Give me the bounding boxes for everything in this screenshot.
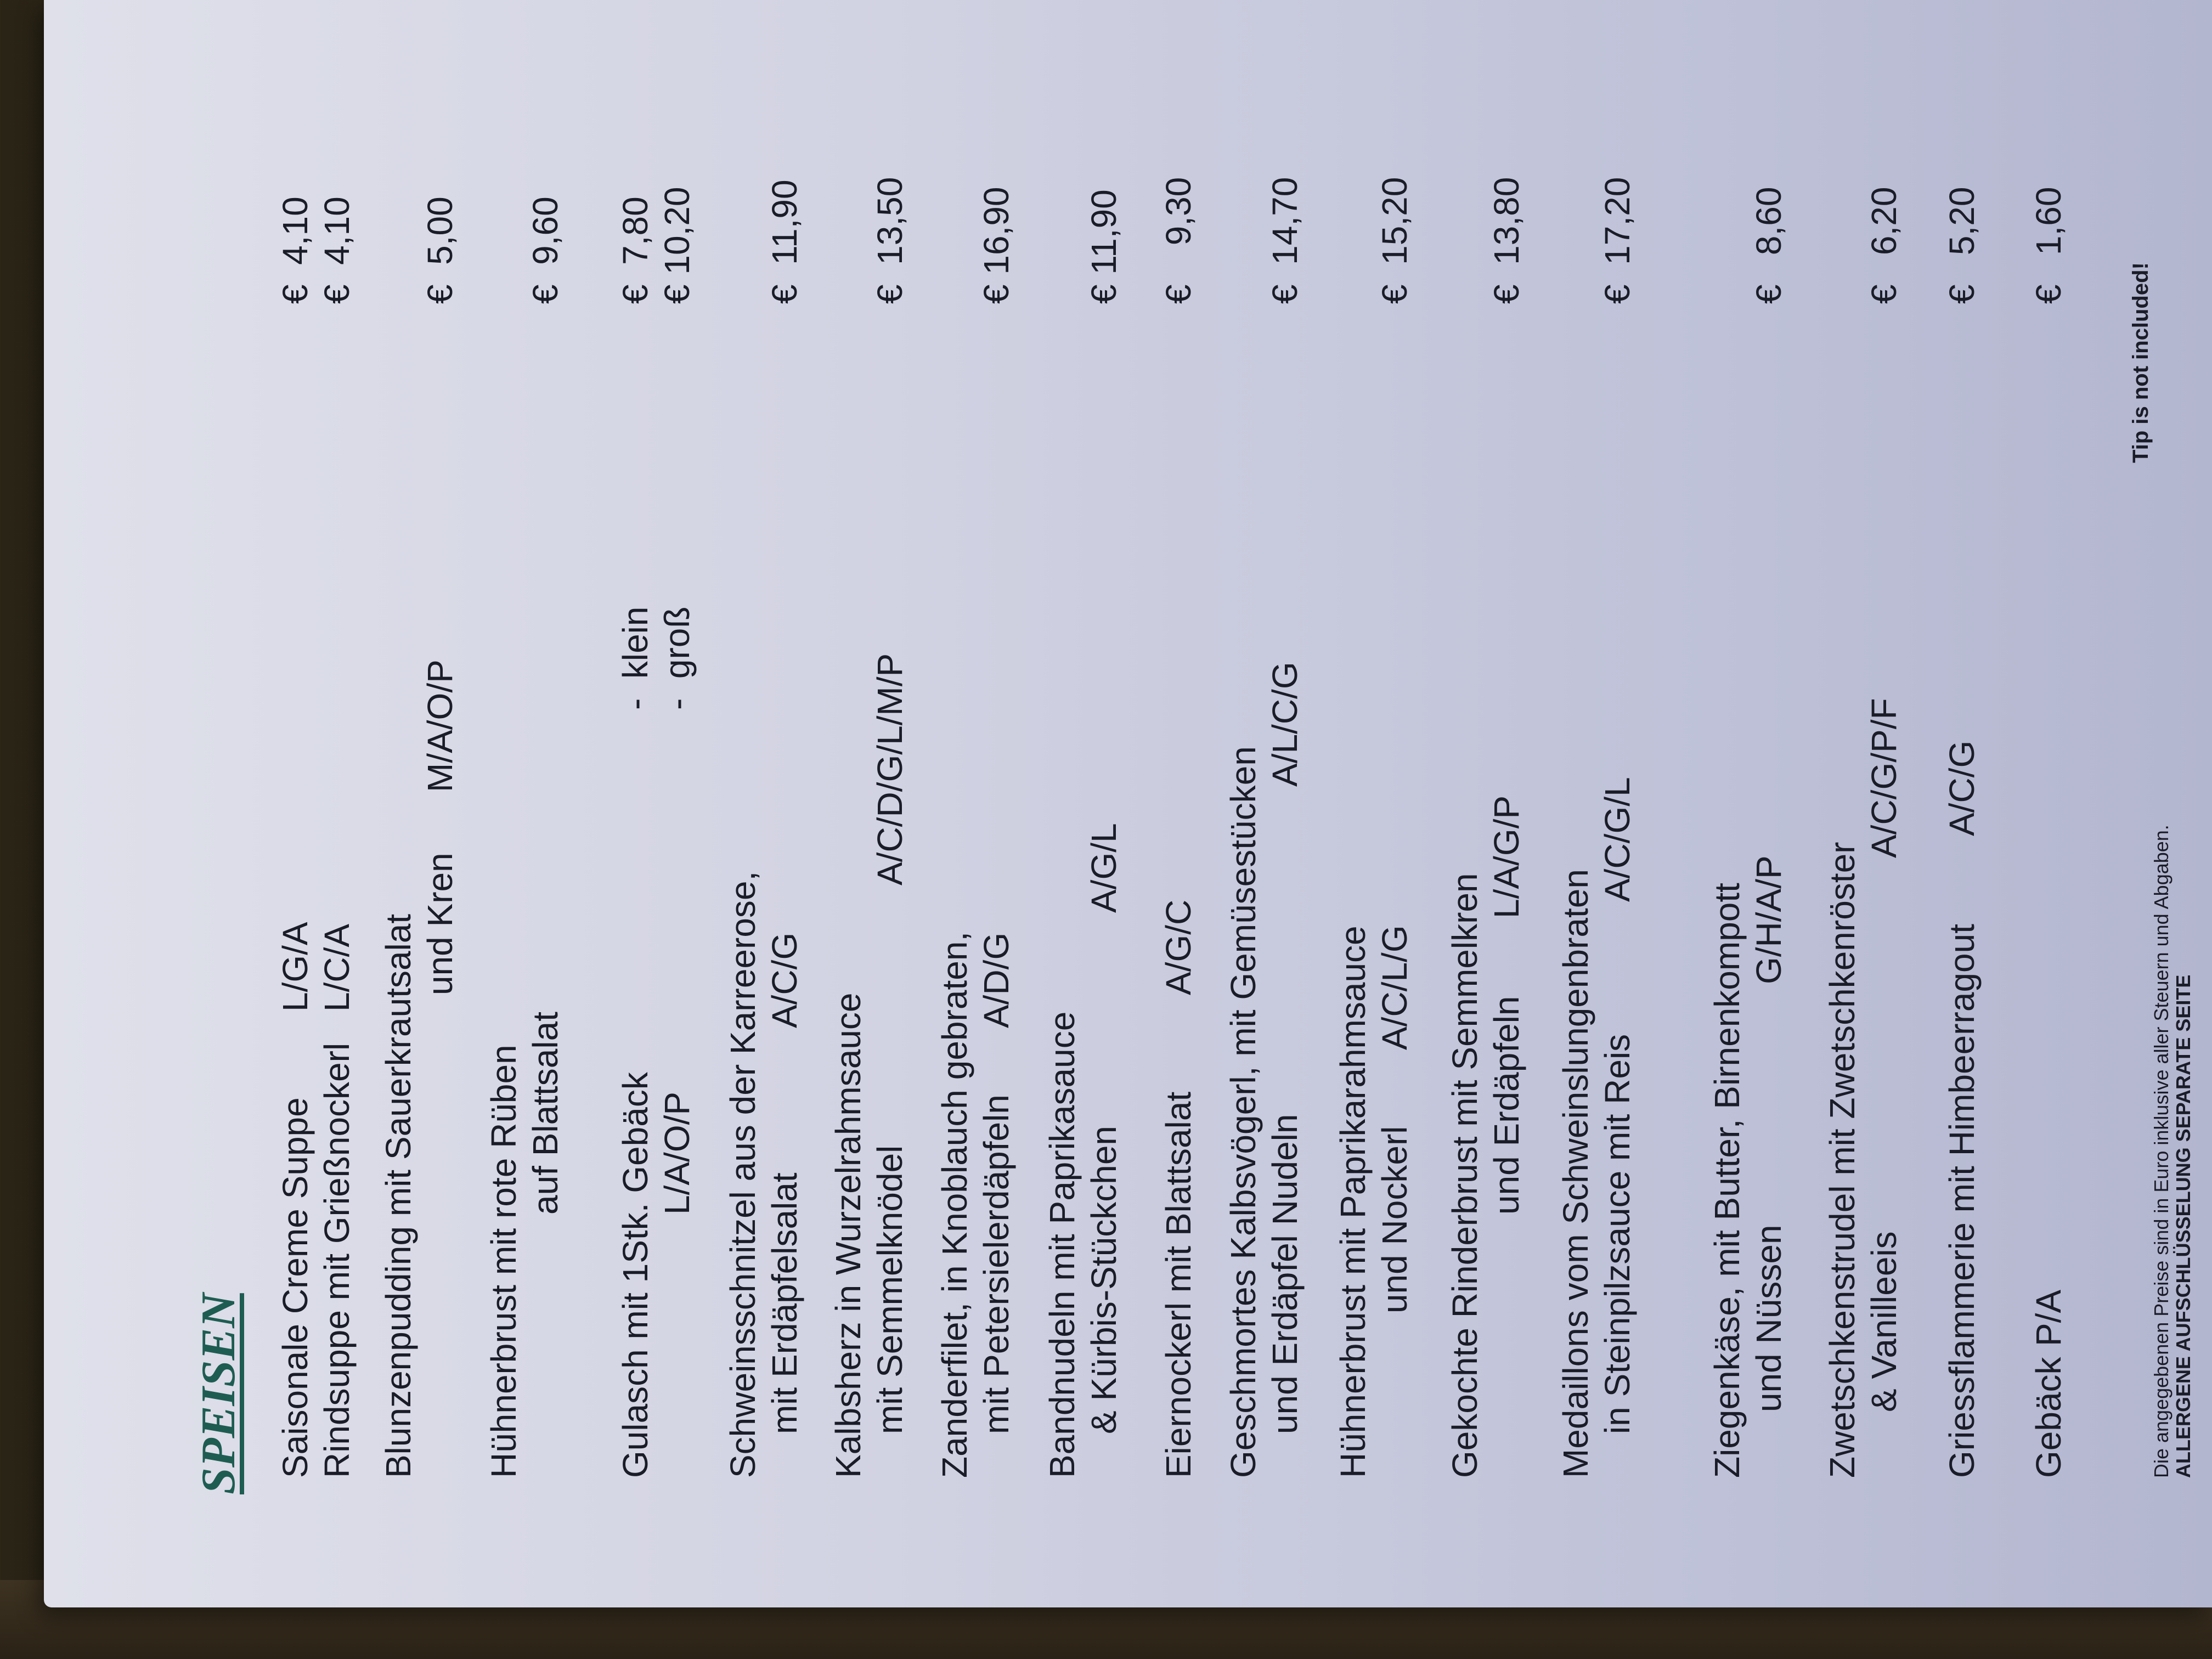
menu-item-geschmortes-kalbsvoegerl [1222, 0, 1332, 1478]
item-allergens: A/D/G [977, 932, 1016, 1028]
item-name-line2: & Kürbis-Stückchen [1084, 1125, 1124, 1434]
item-name-line2: mit Semmelknödel [870, 1145, 910, 1434]
item-allergens: A/C/G [1942, 740, 1982, 836]
item-allergens: L/C/A [317, 923, 357, 1012]
item-allergens: G/H/A/P [1749, 855, 1788, 984]
item-allergens: A/C/G/P/F [1864, 698, 1904, 858]
item-allergens: A/C/D/G/L/M/P [870, 653, 910, 885]
item-name: Zwetschkenstrudel mit Zwetschkenröster [1822, 842, 1862, 1478]
menu-item-bandnudeln [1041, 0, 1151, 1478]
item-name: Hühnerbrust mit rote Rüben [484, 1045, 523, 1478]
menu-item-ziegenkaese [1706, 0, 1816, 1478]
item-name: Saisonale Creme Suppe [275, 1097, 315, 1478]
item-price: € 9,60 [526, 196, 565, 304]
item-price: € 4,10 [275, 196, 315, 304]
item-price: € 8,60 [1749, 187, 1788, 304]
allergy-note: ALLERGENE AUFSCHLÜSSELUNG SEPARATE SEITE [2172, 974, 2194, 1478]
footer-notes [2151, 825, 2194, 1478]
item-name-line2: mit Erdäpfelsalat [765, 1172, 804, 1434]
item-name: Gebäck [2029, 1357, 2068, 1478]
menu-item-zwetschkenstrudel [1821, 0, 1931, 1478]
menu-item-huehnerbrust-rote-rueben [483, 0, 592, 1478]
item-name-line2: mit Petersielerdäpfeln [977, 1094, 1016, 1434]
item-size-large: - groß [657, 606, 697, 710]
menu-item-blunzenpudding [377, 0, 487, 1478]
item-name-line2: und Erdäpfel Nudeln [1265, 1114, 1305, 1434]
item-name: Hühnerbrust mit Paprikarahmsauce [1333, 926, 1373, 1478]
item-name: Eiernockerl mit Blattsalat [1159, 1091, 1198, 1478]
item-allergens: A/C/G [765, 932, 804, 1028]
item-name-line2: und Erdäpfeln [1487, 996, 1526, 1215]
item-name: Rindsuppe mit Grießnockerl [317, 1042, 357, 1478]
item-name: Gulasch mit 1Stk. Gebäck [616, 1072, 655, 1478]
item-name: Schweinsschnitzel aus der Karreerose, [723, 871, 763, 1478]
menu-content [44, 0, 2212, 1659]
item-price: € 16,90 [977, 187, 1016, 304]
item-price-large: € 10,20 [657, 187, 697, 304]
item-price: € 15,20 [1375, 177, 1414, 304]
item-name: Medaillons vom Schweinslungenbraten [1556, 869, 1595, 1478]
item-name-line2: in Steinpilzsauce mit Reis [1598, 1034, 1637, 1434]
menu-item-zanderfilet [934, 0, 1043, 1478]
menu-sheet [44, 0, 2212, 1607]
item-name-line2: und Nüssen [1749, 1224, 1788, 1412]
item-price: € 9,30 [1159, 177, 1198, 304]
item-allergens: L/A/G/P [1487, 795, 1526, 918]
item-allergens: L/A/O/P [657, 1091, 697, 1215]
item-name: Gekochte Rinderbrust mit Semmelkren [1445, 873, 1485, 1478]
item-name: Bandnudeln mit Paprikasauce [1042, 1011, 1082, 1478]
item-price-small: € 7,80 [616, 196, 655, 304]
menu-item-gulasch [614, 0, 724, 1478]
item-price: € 13,80 [1487, 177, 1526, 304]
item-name: Griessflammerie mit Himbeerragout [1942, 923, 1982, 1478]
item-allergens: A/L/C/G [1265, 662, 1305, 787]
menu-item-huehnerbrust-paprikarahmsauce [1332, 0, 1442, 1478]
item-name: Geschmortes Kalbsvögerl, mit Gemüsestücken [1223, 746, 1263, 1478]
item-price: € 5,00 [420, 196, 460, 304]
item-allergens: M/A/O/P [420, 659, 460, 792]
item-allergens: A/G/C [1159, 899, 1198, 995]
item-name-line2: auf Blattsalat [526, 1012, 565, 1215]
item-name-line2: und Kren [420, 853, 460, 995]
menu-item-gekochte-rinderbrust [1444, 0, 1554, 1478]
item-name-line2: und Nockerl [1375, 1126, 1414, 1313]
item-allergens: L/G/A [275, 922, 315, 1012]
item-name: Kalbsherz in Wurzelrahmsauce [828, 992, 868, 1478]
item-name: Zanderfilet, in Knoblauch gebraten, [935, 931, 974, 1478]
tip-note: Tip is not included! [2129, 262, 2153, 463]
item-price: € 6,20 [1864, 187, 1904, 304]
item-allergens: A/G/L [1084, 823, 1124, 913]
item-allergens: A/C/L/G [1375, 925, 1414, 1050]
item-price: € 1,60 [2029, 187, 2068, 304]
tax-note: Die angegebenen Preise sind in Euro inklusive aller Steuern und Abgaben. [2150, 825, 2172, 1478]
item-price: € 5,20 [1942, 187, 1982, 304]
item-price: € 11,90 [1084, 189, 1124, 304]
item-name: Blunzenpudding mit Sauerkrautsalat [379, 913, 418, 1478]
item-name: Ziegenkäse, mit Butter, Birnenkompott [1707, 883, 1747, 1478]
item-name-line2: & Vanilleeis [1864, 1231, 1904, 1412]
item-price: € 14,70 [1265, 177, 1305, 304]
item-price: € 13,50 [870, 177, 910, 304]
item-allergens: A/C/G/L [1598, 777, 1637, 902]
item-size-small: - klein [616, 606, 655, 710]
item-price: € 11,90 [765, 179, 804, 304]
menu-item-gebaeck [2028, 0, 2137, 1478]
menu-item-medaillons [1555, 0, 1664, 1478]
item-price: € 17,20 [1598, 177, 1637, 304]
item-price: € 4,10 [317, 196, 357, 304]
menu-item-schweinsschnitzel [722, 0, 832, 1478]
item-allergens: P/A [2029, 1289, 2068, 1346]
menu-item-kalbsherz [827, 0, 937, 1478]
menu-title: SPEISEN [192, 1293, 245, 1494]
